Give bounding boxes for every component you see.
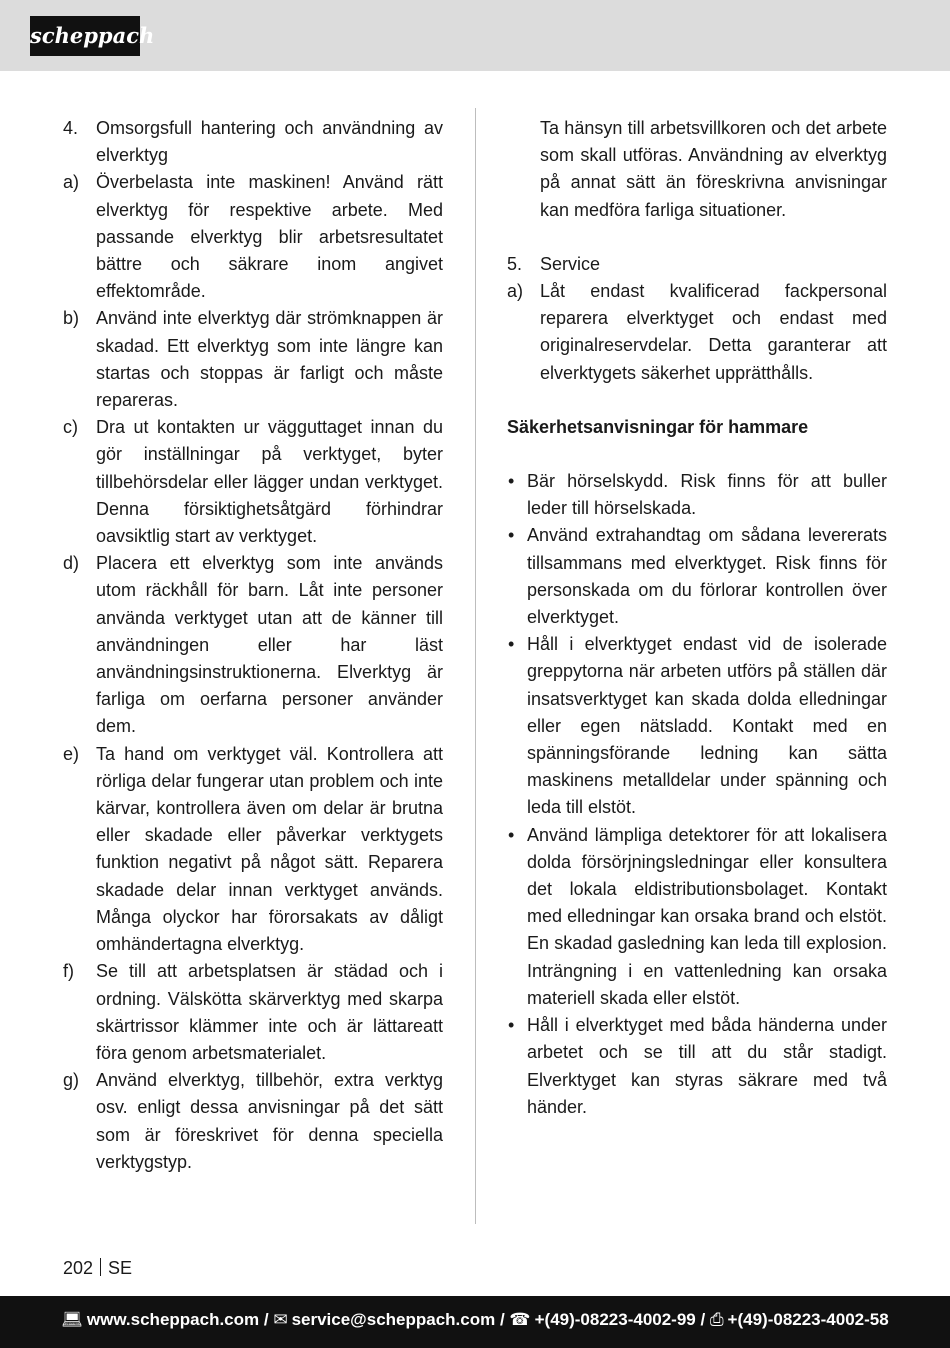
bullet-item <box>507 1012 887 1121</box>
contact-bar <box>0 1296 950 1348</box>
list-item <box>63 958 443 1067</box>
bullet-icon: • <box>508 1015 515 1036</box>
spacer <box>507 387 887 414</box>
bullet-item <box>507 631 887 821</box>
list-item <box>63 1067 443 1176</box>
fax-number: +(49)-08223-4002-58 <box>727 1310 889 1329</box>
bullet-item <box>507 522 887 631</box>
scheppach-logo: scheppach <box>30 16 140 56</box>
section-number: 5. <box>507 253 523 274</box>
list-text: Låt endast kvalificerad fackpersonal reparera elverktyget och endast med originalreservdelar. Detta garanterar att elverktygets säkerhet upprätthålls. <box>540 281 887 383</box>
spacer <box>507 441 887 468</box>
page-number-value: 202 <box>63 1258 94 1278</box>
list-text: Överbelasta inte maskinen! Använd rätt elverktyg för respektive arbete. Med passande elverktyg blir arbetsresultatet bättre och säkrare inom angivet effektområde. <box>96 172 443 302</box>
list-marker: f) <box>63 961 74 982</box>
page-header <box>0 0 950 71</box>
section-title: Omsorgsfull hantering och användning av elverktyg <box>96 118 443 166</box>
phone-number: +(49)-08223-4002-99 <box>534 1310 696 1329</box>
website-link[interactable]: www.scheppach.com <box>86 1310 260 1329</box>
bullet-icon: • <box>508 525 515 546</box>
separator: / <box>259 1310 274 1329</box>
column-divider <box>475 108 476 1224</box>
list-item <box>63 414 443 550</box>
list-marker: b) <box>63 308 80 329</box>
list-marker: a) <box>507 281 524 302</box>
spacer <box>507 224 887 251</box>
mail-icon: ✉︎ <box>273 1310 288 1329</box>
list-item <box>63 305 443 414</box>
list-marker: d) <box>63 553 80 574</box>
section-4-heading <box>63 115 443 169</box>
list-item <box>63 550 443 740</box>
hammer-safety-heading: Säkerhetsanvisningar för hammare <box>507 416 809 437</box>
left-column <box>63 115 443 1176</box>
bullet-text: Använd extrahandtag om sådana levererats tillsammans med elverktyget. Risk finns för personskada om du förlorar kontrollen över elverktyget. <box>527 525 887 628</box>
list-marker: g) <box>63 1070 80 1091</box>
bullet-icon: • <box>508 471 515 492</box>
list-text: Använd elverktyg, tillbehör, extra verktyg osv. enligt dessa anvisningar på det sätt som är föreskrivet för denna speciella verktygstyp. <box>96 1070 443 1172</box>
continuation-text: Ta hänsyn till arbetsvillkoren och det arbete som skall utföras. Användning av elverktyg på annat sätt än föreskrivna anvisningar kan medföra farliga situationer. <box>540 118 887 220</box>
bullet-text: Använd lämpliga detektorer för att lokalisera dolda försörjningsledningar eller konsultera det lokala eldistributionsbolaget. Kontakt med elledningar kan orsaka brand och elstöt. En skadad gasledning kan leda till explosion. Inträngning i en vattenledning kan orsaka materiell skada eller elstöt. <box>527 824 887 1008</box>
bullet-text: Håll i elverktyget med båda händerna under arbetet och se till att du står stadigt. Elverktyget kan styras säkrare med två händer. <box>527 1015 887 1117</box>
bullet-icon: • <box>508 634 515 655</box>
list-text: Placera ett elverktyg som inte används utom räckhåll för barn. Låt inte personer använda verktyget utan att de känner till användningen eller har läst användningsinstruktionerna. Elverktyg är farliga om oerfarna personer använder dem. <box>96 553 443 737</box>
list-text: Se till att arbetsplatsen är städad och i ordning. Välskötta skärverktyg med skarpa skärtrissor klämmer inte och är lättareatt föra genom arbetsmaterialet. <box>96 961 443 1063</box>
email-link[interactable]: service@scheppach.com <box>291 1310 496 1329</box>
page-number <box>63 1255 132 1282</box>
language-code: SE <box>108 1258 133 1278</box>
section-5-heading <box>507 251 887 278</box>
list-marker: e) <box>63 743 80 764</box>
bullet-item <box>507 822 887 1012</box>
page-number-separator <box>100 1258 101 1276</box>
section-title: Service <box>540 253 601 274</box>
list-item <box>63 741 443 959</box>
phone-icon: ☎︎ <box>509 1310 531 1329</box>
list-item <box>507 278 887 387</box>
list-marker: a) <box>63 172 80 193</box>
separator: / <box>495 1310 510 1329</box>
section-number: 4. <box>63 118 79 138</box>
bullet-icon: • <box>508 824 515 845</box>
separator: / <box>695 1310 710 1329</box>
list-text: Dra ut kontakten ur vägguttaget innan du gör inställningar på verktyget, byter tillbehörsdelar eller lägger undan verktyget. Denna försiktighetsåtgärd förhindrar oavsiktlig start av verktyget. <box>96 417 443 547</box>
list-marker: c) <box>63 417 78 438</box>
right-column <box>507 115 887 1121</box>
computer-icon: 💻︎ <box>61 1310 83 1329</box>
bullet-text: Håll i elverktyget endast vid de isolerade greppytorna när arbeten utförs på ställen där insatsverktyget kan skada dolda elledningar eller egen nätsladd. Kontakt med en spänningsförande ledning kan sätta maskinens metalldelar under spänning och leda till elstöt. <box>527 634 887 818</box>
list-item <box>63 169 443 305</box>
list-text: Ta hand om verktyget väl. Kontrollera att rörliga delar fungerar utan problem och inte kärvar, kontrollera även om delar är brutna eller skadade eller påverkar verktygets funktion negativt på något sätt. Reparera skadade delar innan verktyget används. Många olyckor har förorsakats av dåligt omhändertagna elverktyg. <box>96 743 443 955</box>
list-text: Använd inte elverktyg där strömknappen är skadad. Ett elverktyg som inte längre kan startas och stoppas är farligt och måste repareras. <box>96 308 443 411</box>
bullet-text: Bär hörselskydd. Risk finns för att buller leder till hörselskada. <box>527 471 887 519</box>
bullet-item <box>507 468 887 522</box>
fax-icon: ⎙ <box>709 1310 724 1329</box>
